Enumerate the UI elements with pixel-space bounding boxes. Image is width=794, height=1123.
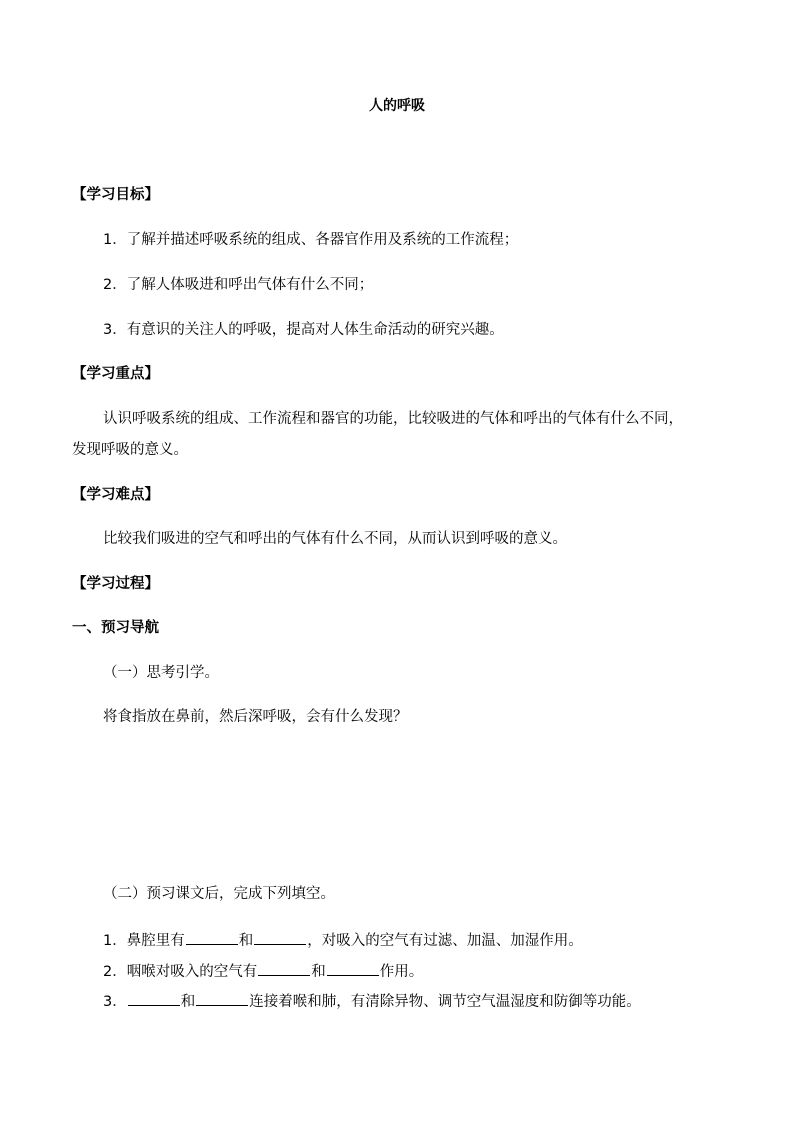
key-points-line-2: 发现呼吸的意义。 — [72, 442, 188, 458]
fill-2-conj: 和 — [311, 964, 326, 980]
key-points-line-1: 认识呼吸系统的组成、工作流程和器官的功能，比较吸进的气体和呼出的气体有什么不同， — [103, 411, 683, 427]
fill-2-suffix: 作用。 — [379, 964, 424, 980]
fill-blank-item-1 — [103, 930, 583, 950]
objectives-heading: 【学习目标】 — [72, 187, 159, 203]
difficulties-heading: 【学习难点】 — [72, 487, 159, 503]
objective-item-1: 1．了解并描述呼吸系统的组成、各器官作用及系统的工作流程； — [103, 232, 519, 248]
objective-item-3: 3．有意识的关注人的呼吸，提高对人体生命活动的研究兴趣。 — [103, 322, 504, 338]
fill-1-blank-a[interactable] — [186, 930, 238, 945]
fill-blank-item-3 — [103, 991, 641, 1011]
objective-item-2: 2．了解人体吸进和呼出气体有什么不同； — [103, 277, 374, 293]
fill-blank-item-2 — [103, 961, 423, 981]
fill-1-suffix: ，对吸入的空气有过滤、加温、加湿作用。 — [307, 933, 583, 949]
fill-1-blank-b[interactable] — [254, 930, 306, 945]
fill-2-blank-b[interactable] — [327, 961, 379, 976]
fill-1-conj: 和 — [238, 933, 254, 949]
fill-1-prefix: 1．鼻腔里有 — [103, 933, 185, 949]
fill-3-prefix: 3． — [103, 994, 127, 1010]
section-1-heading: 一、预习导航 — [72, 620, 159, 636]
part-1-question: 将食指放在鼻前，然后深呼吸，会有什么发现？ — [103, 709, 408, 725]
fill-3-blank-b[interactable] — [196, 991, 248, 1006]
fill-2-prefix: 2．咽喉对吸入的空气有 — [103, 964, 258, 980]
difficulties-text: 比较我们吸进的空气和呼出的气体有什么不同，从而认识到呼吸的意义。 — [103, 531, 567, 547]
fill-2-blank-a[interactable] — [258, 961, 310, 976]
process-heading: 【学习过程】 — [72, 576, 159, 592]
key-points-heading: 【学习重点】 — [72, 366, 159, 382]
part-1-heading: （一）思考引学。 — [103, 665, 219, 681]
fill-3-suffix: 连接着喉和肺，有清除异物、调节空气温湿度和防御等功能。 — [249, 994, 641, 1010]
fill-3-blank-a[interactable] — [128, 991, 180, 1006]
page-title: 人的呼吸 — [369, 98, 425, 114]
fill-3-conj: 和 — [180, 994, 196, 1010]
part-2-heading: （二）预习课文后，完成下列填空。 — [103, 886, 335, 902]
